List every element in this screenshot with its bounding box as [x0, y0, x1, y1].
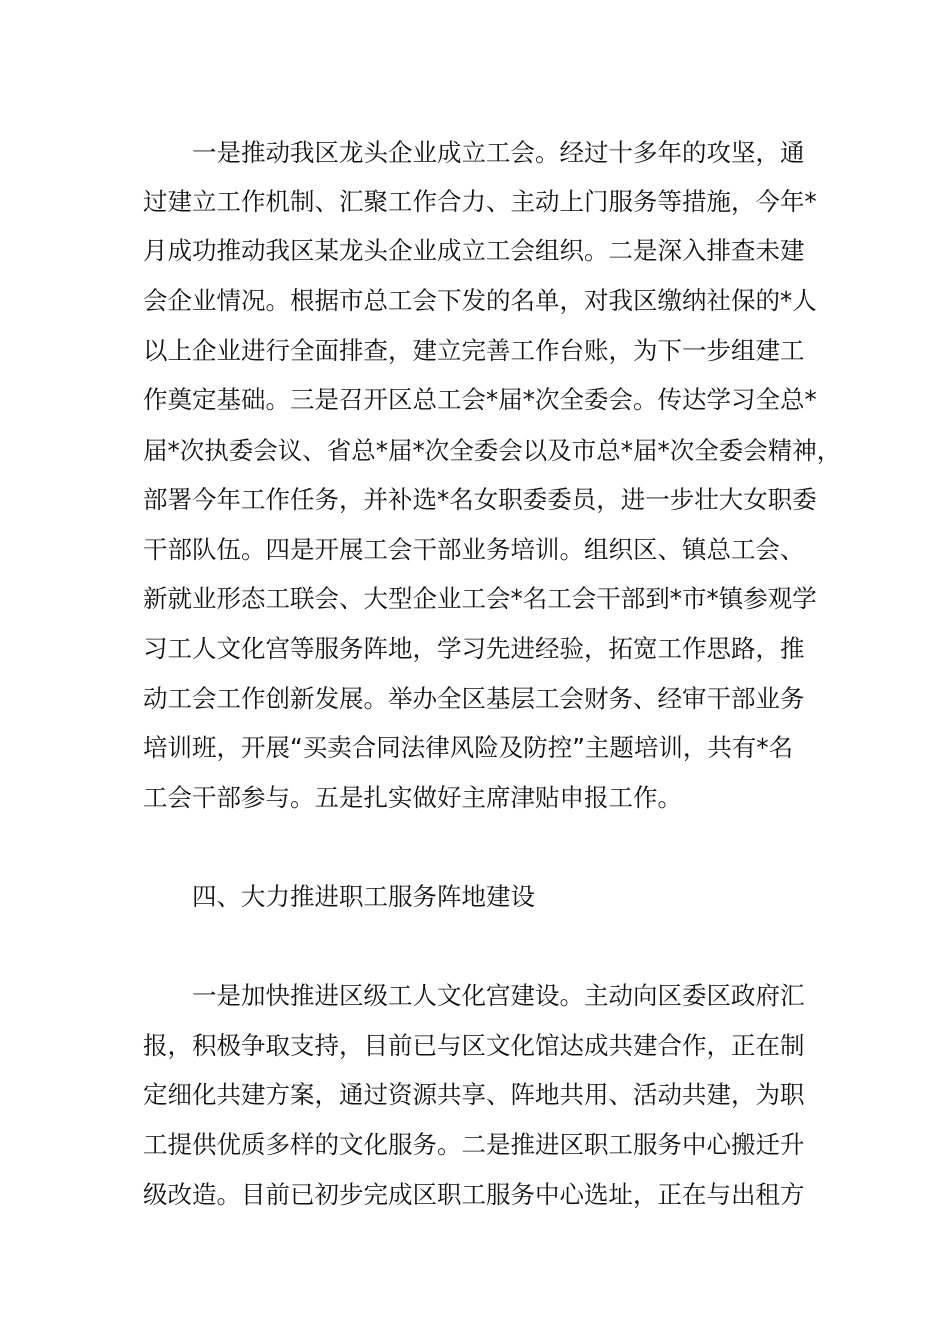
text-line: 过建立工作机制、汇聚工作合力、主动上门服务等措施，今年* [143, 187, 817, 216]
text-line: 会企业情况。根据市总工会下发的名单，对我区缴纳社保的*人 [143, 286, 817, 315]
text-line: 作奠定基础。三是召开区总工会*届*次全委会。传达学习全总* [143, 385, 817, 414]
section-heading: 四、大力推进职工服务阵地建设 [192, 882, 535, 911]
text-line: 工会干部参与。五是扎实做好主席津贴申报工作。 [143, 783, 682, 812]
text-line: 培训班，开展“买卖合同法律风险及防控”主题培训，共有*名 [143, 733, 794, 762]
text-line: 一是推动我区龙头企业成立工会。经过十多年的攻坚，通 [192, 138, 805, 167]
text-line: 习工人文化宫等服务阵地，学习先进经验，拓宽工作思路，推 [143, 634, 805, 663]
text-line: 工提供优质多样的文化服务。二是推进区职工服务中心搬迁升 [143, 1130, 805, 1159]
text-line: 月成功推动我区某龙头企业成立工会组织。二是深入排查未建 [143, 236, 805, 265]
text-line: 动工会工作创新发展。举办全区基层工会财务、经审干部业务 [143, 684, 805, 713]
text-line: 部署今年工作任务，并补选*名女职委委员，进一步壮大女职委 [143, 485, 817, 514]
text-line: 届*次执委会议、省总*届*次全委会以及市总*届*次全委会精神， [143, 436, 842, 465]
text-line: 以上企业进行全面排查，建立完善工作台账，为下一步组建工 [143, 336, 805, 365]
text-line: 定细化共建方案，通过资源共享、阵地共用、活动共建，为职 [143, 1080, 805, 1109]
text-line: 新就业形态工联会、大型企业工会*名工会干部到*市*镇参观学 [143, 584, 817, 613]
text-line: 报，积极争取支持，目前已与区文化馆达成共建合作，正在制 [143, 1031, 805, 1060]
text-line: 级改造。目前已初步完成区职工服务中心选址，正在与出租方 [143, 1180, 805, 1209]
text-line: 一是加快推进区级工人文化宫建设。主动向区委区政府汇 [192, 981, 805, 1010]
text-line: 干部队伍。四是开展工会干部业务培训。组织区、镇总工会、 [143, 535, 805, 564]
